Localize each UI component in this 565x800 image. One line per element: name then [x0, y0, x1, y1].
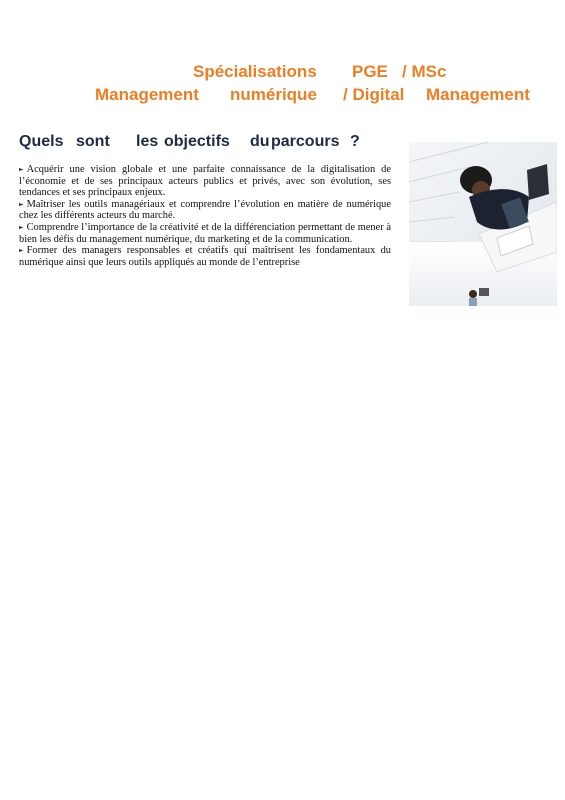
title-word: Management: [95, 85, 199, 104]
heading-word: sont: [76, 133, 110, 150]
title-line-2: [0, 85, 565, 107]
title-word: / Digital: [343, 85, 405, 104]
title-word: Management: [426, 85, 530, 104]
heading-word: Quels: [19, 133, 64, 150]
title-line-1: [0, 62, 565, 84]
photo-illustration: [409, 142, 557, 306]
triangle-bullet-icon: ►: [19, 223, 24, 231]
triangle-bullet-icon: ►: [19, 247, 24, 255]
triangle-bullet-icon: ►: [19, 200, 24, 208]
title-word: / MSc: [402, 62, 447, 81]
heading-word: objectifs: [164, 133, 230, 150]
list-item: ► Comprendre l’importance de la créativité et de la différenciation permettant de mener à bien les défis du management numérique, du marketing et de la communication.: [19, 221, 391, 245]
list-item: ► Former des managers responsables et créatifs qui maîtrisent les fondamentaux du numérique ainsi que leurs outils appliqués au monde de l’entreprise: [19, 245, 391, 268]
list-item: ► Maîtriser les outils managériaux et comprendre l’évolution en matière de numérique chez les différents acteurs du marché.: [19, 198, 391, 222]
heading-word: du: [250, 133, 270, 150]
heading-word: ?: [350, 133, 360, 150]
title-word: Spécialisations: [193, 62, 317, 81]
student-photo: [409, 142, 557, 306]
heading-word: les: [136, 133, 159, 150]
title-word: PGE: [352, 62, 388, 81]
heading-word: parcours: [271, 133, 340, 150]
triangle-bullet-icon: ►: [19, 166, 24, 173]
objectives-list: [19, 164, 391, 268]
title-word: numérique: [230, 85, 317, 104]
list-item: ► Acquérir une vision globale et une parfaite connaissance de la digitalisation de l’économie et de ses principaux acteurs publics et privés, avec son évolution, ses tendances et ses principaux enjeux.: [19, 164, 391, 199]
